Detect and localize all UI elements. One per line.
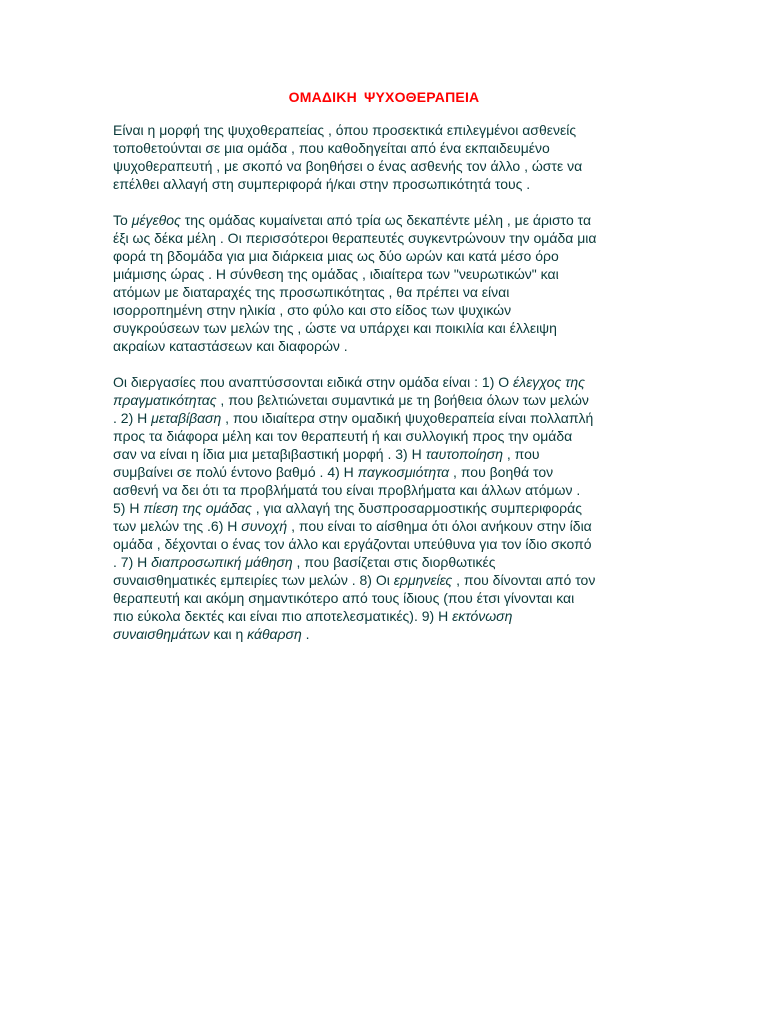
document-body xyxy=(113,121,661,661)
text-line xyxy=(113,121,661,139)
text-line xyxy=(113,625,661,643)
text-run: σαν να είναι η ίδια μια μεταβιβαστική μορφή . 3) Η xyxy=(113,446,426,462)
text-run: τοποθετούνται σε μια ομάδα , που καθοδηγείται από ένα εκπαιδευμένο xyxy=(113,140,550,156)
paragraph-2 xyxy=(113,211,661,355)
text-run: . 2) Η xyxy=(113,410,152,426)
text-run: 5) Η xyxy=(113,500,144,516)
text-run: επέλθει αλλαγή στη συμπεριφορά ή/και στην προσωπικότητά τους . xyxy=(113,176,531,192)
text-line xyxy=(113,517,661,535)
text-run: , που είναι το αίσθημα ότι όλοι ανήκουν στην ίδια xyxy=(287,518,592,534)
text-run: Είναι η μορφή της ψυχοθεραπείας , όπου προσεκτικά επιλεγμένοι ασθενείς xyxy=(113,122,577,138)
text-run: . 7) Η xyxy=(113,554,152,570)
text-run: θεραπευτή και ακόμη σημαντικότερο από τους ίδιους (που έτσι γίνονται και xyxy=(113,590,575,606)
text-line xyxy=(113,427,661,445)
text-run: ακραίων καταστάσεων και διαφορών . xyxy=(113,338,348,354)
text-line xyxy=(113,373,661,391)
text-line xyxy=(113,283,661,301)
text-line xyxy=(113,391,661,409)
text-line xyxy=(113,229,661,247)
text-run: ασθενή να δει ότι τα προβλήματά του είναι προβλήματα και άλλων ατόμων . xyxy=(113,482,581,498)
text-line xyxy=(113,535,661,553)
italic-term: ερμηνείες xyxy=(393,572,453,588)
text-line xyxy=(113,463,661,481)
text-run: , που βασίζεται στις διορθωτικές xyxy=(292,554,496,570)
paragraph-1 xyxy=(113,121,661,193)
text-run: πιο εύκολα δεκτές και είναι πιο αποτελεσματικές). 9) Η xyxy=(113,608,453,624)
text-run: , που xyxy=(503,446,540,462)
italic-term: διαπροσωπική μάθηση xyxy=(151,554,293,570)
text-run: φορά τη βδομάδα για μια διάρκεια μιας ως δύο ωρών και κατά μέσο όρο xyxy=(113,248,559,264)
text-line xyxy=(113,211,661,229)
text-line xyxy=(113,589,661,607)
text-line xyxy=(113,499,661,517)
text-line xyxy=(113,553,661,571)
text-run: και η xyxy=(209,626,248,642)
text-run: , που δίνονται από τον xyxy=(452,572,596,588)
text-run: . xyxy=(301,626,310,642)
text-line xyxy=(113,247,661,265)
text-run: Οι διεργασίες που αναπτύσσονται ειδικά στην ομάδα είναι : 1) Ο xyxy=(113,374,514,390)
text-run: μιάμισης ώρας . Η σύνθεση της ομάδας , ιδιαίτερα των "νευρωτικών" και xyxy=(113,266,559,282)
italic-term: μέγεθος xyxy=(131,212,181,228)
text-run: συμβαίνει σε πολύ έντονο βαθμό . 4) Η xyxy=(113,464,358,480)
text-line xyxy=(113,157,661,175)
italic-term: εκτόνωση xyxy=(452,608,513,624)
text-run: ισορροπημένη στην ηλικία , στο φύλο και στο είδος των ψυχικών xyxy=(113,302,512,318)
italic-term: κάθαρση xyxy=(247,626,302,642)
italic-term: συνοχή xyxy=(241,518,288,534)
italic-term: παγκοσμιότητα xyxy=(357,464,450,480)
paragraph-3 xyxy=(113,373,661,643)
text-run: , που βοηθά τον xyxy=(449,464,554,480)
text-run: , που βελτιώνεται συμαντικά με τη βοήθεια όλων των μελών xyxy=(216,392,589,408)
document-title: ΟΜΑΔΙΚΗ ΨΥΧΟΘΕΡΑΠΕΙΑ xyxy=(288,89,480,105)
text-line xyxy=(113,481,661,499)
italic-term: μεταβίβαση xyxy=(151,410,222,426)
text-line xyxy=(113,319,661,337)
text-line xyxy=(113,607,661,625)
text-line xyxy=(113,265,661,283)
text-run: συναισθηματικές εμπειρίες των μελών . 8) Οι xyxy=(113,572,394,588)
text-run: ατόμων με διαταραχές της προσωπικότητας , θα πρέπει να είναι xyxy=(113,284,510,300)
text-line xyxy=(113,337,661,355)
text-run: των μελών της .6) Η xyxy=(113,518,242,534)
italic-term: πίεση της ομάδας xyxy=(143,500,252,516)
text-line xyxy=(113,571,661,589)
text-run: συγκρούσεων των μελών της , ώστε να υπάρχει και ποικιλία και έλλειψη xyxy=(113,320,557,336)
italic-term: ταυτοποίηση xyxy=(425,446,503,462)
text-run: , για αλλαγή της δυσπροσαρμοστικής συμπεριφοράς xyxy=(251,500,582,516)
text-run: της ομάδας κυμαίνεται από τρία ως δεκαπέντε μέλη , με άριστο τα xyxy=(180,212,592,228)
text-line xyxy=(113,139,661,157)
italic-term: έλεγχος της xyxy=(513,374,585,390)
italic-term: συναισθημάτων xyxy=(113,626,210,642)
text-line xyxy=(113,409,661,427)
text-run: έξι ως δέκα μέλη . Οι περισσότεροι θεραπευτές συγκεντρώνουν την ομάδα μια xyxy=(113,230,597,246)
text-run: , που ιδιαίτερα στην ομαδική ψυχοθεραπεία είναι πολλαπλή xyxy=(221,410,594,426)
text-line xyxy=(113,445,661,463)
italic-term: πραγματικότητας xyxy=(113,392,217,408)
text-run: προς τα διάφορα μέλη και τον θεραπευτή ή και συλλογική προς την ομάδα xyxy=(113,428,573,444)
text-run: Το xyxy=(113,212,132,228)
text-run: ομάδα , δέχονται ο ένας τον άλλο και εργάζονται υπεύθυνα για τον ίδιο σκοπό xyxy=(113,536,592,552)
text-line xyxy=(113,301,661,319)
text-run: ψυχοθεραπευτή , με σκοπό να βοηθήσει ο ένας ασθενής τον άλλο , ώστε να xyxy=(113,158,583,174)
text-line xyxy=(113,175,661,193)
